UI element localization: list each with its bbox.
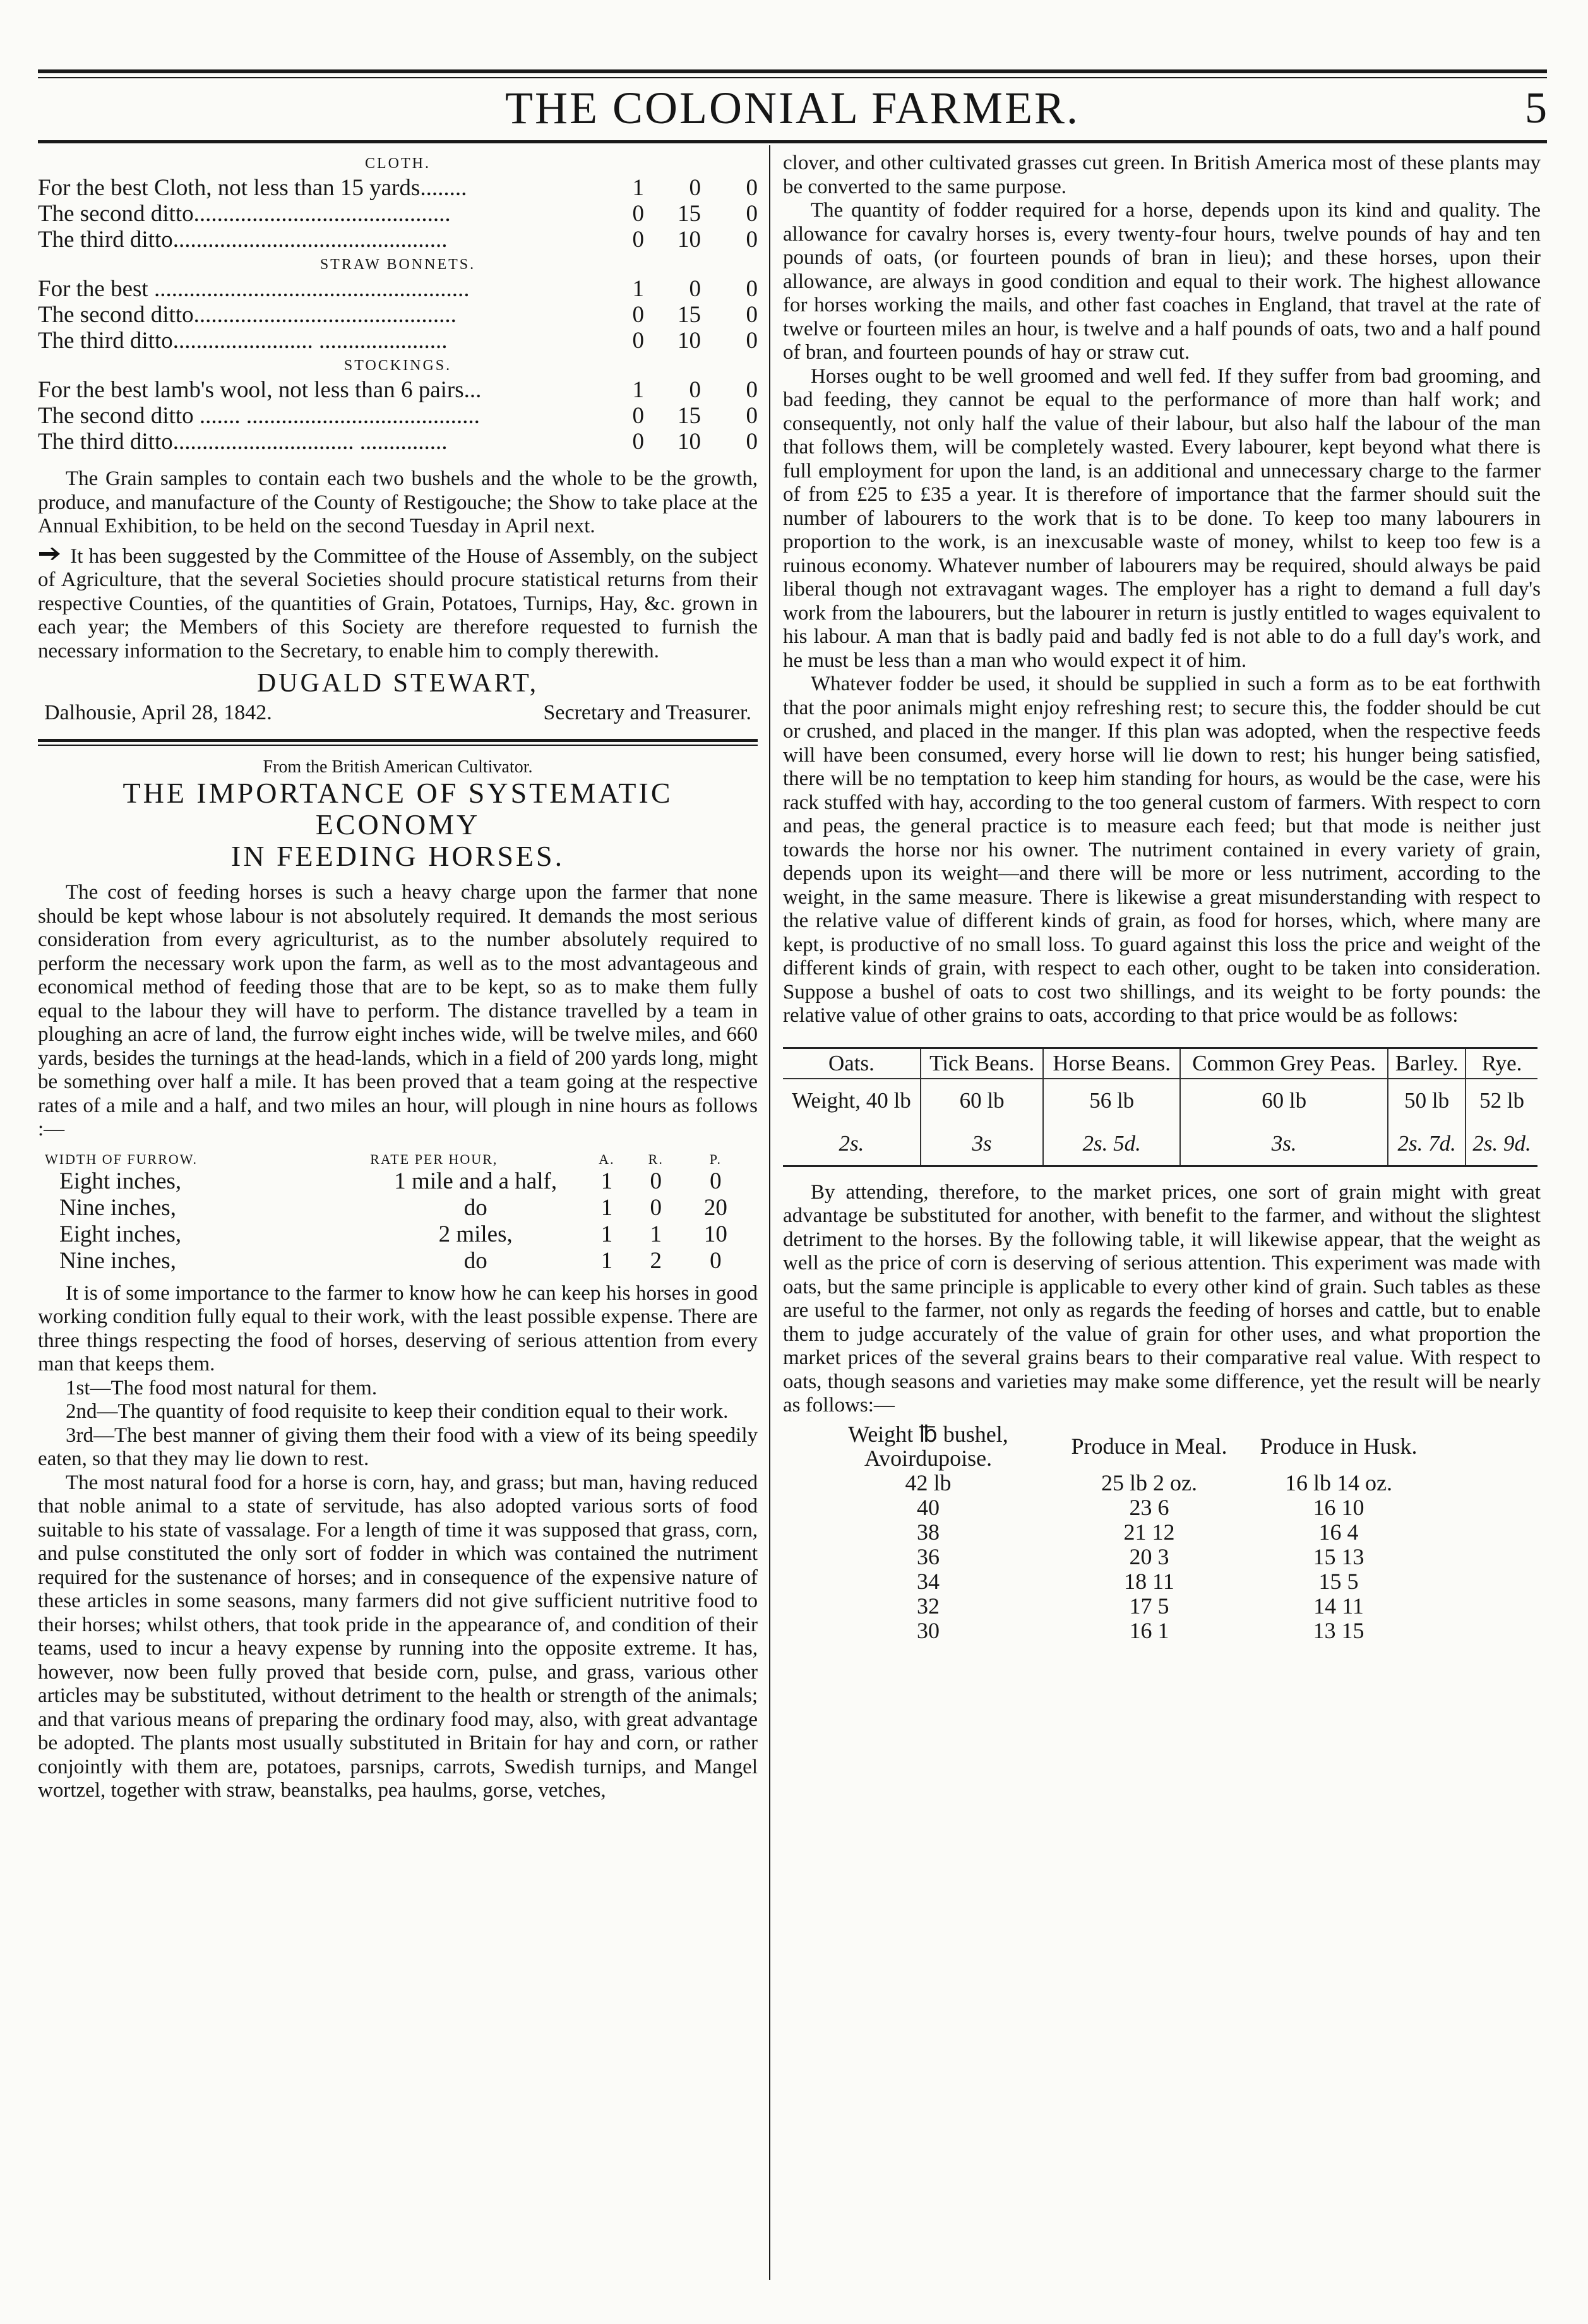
prize-label: The third ditto............................... ...............	[38, 429, 448, 455]
pence: 0	[746, 175, 758, 201]
pounds: 0	[632, 302, 644, 328]
stockings-heading: STOCKINGS.	[343, 357, 452, 374]
article-paragraph: The cost of feeding horses is such a heavy charge upon the farmer that none should be kept whose labour is not absolutely required. It demands the most serious consideration from every agriculturist, as to the number absolutely required to perform the necessary work upon the farm, as well as to the most advantageous and economical method of feeding those that are to be kept, so as to make them fully equal to the labour they will have to perform. The distance travelled by a team in ploughing an acre of land, the furrow eight inches wide, will be twelve miles, and 660 yards, besides the turnings at the head-lands, which in a field of 200 yards long, might be something over half a mile. It has been proved that a team going at the respective rates of a mile and a half, and two miles an hour, will plough in nine hours as follows :—	[38, 881, 758, 1141]
table-row	[802, 1520, 1433, 1545]
article-paragraph: It is of some importance to the farmer to know how he can keep his horses in good working condition fully equal to their work, with the least possible expense. There are three things respecting the food of horses, deserving of serious attention from every man that keeps them.	[38, 1281, 758, 1375]
prize-label: For the best lamb's wool, not less than 6 pairs...	[38, 377, 482, 403]
section-rule-thin	[38, 745, 758, 746]
table-cell: do	[463, 1247, 487, 1274]
cloth-heading: CLOTH.	[365, 155, 431, 172]
oat-yield-table	[802, 1422, 1433, 1643]
column-header: A.	[599, 1151, 615, 1167]
table-cell: 2	[650, 1247, 662, 1274]
table-row	[783, 1079, 1537, 1122]
pence: 0	[746, 201, 758, 227]
article-paragraph: The most natural food for a horse is corn, hay, and grass; but man, having reduced that noble animal to a state of servitude, has also adopted various sorts of food suitable to his state of vassalage. For a length of time it was supposed that grass, corn, and pulse constituted the only sort of fodder in which was contained the nutriment required for the sustenance of horses; and in consequence of the expensive nature of these articles in some seasons, many farmers did not give sufficient nutritive food to their horses; whilst others, that took pride in the appearance of, and condition of their teams, used to incur a heavy expense by running into the opposite extreme. It has, however, now been fully proved that beside corn, pulse, and grass, various other articles may be substituted, without detriment to the health or strength of the animals; and that various means of preparing the ordinary food may, also, with great advantage be adopted. The plants most usually substituted in Britain for hay and corn, or rather conjointly with them are, potatoes, parsnips, carrots, Swedish turnips, and Mangel wortzel, together with straw, beanstalks, pea haulms, gorse, vetches,	[38, 1471, 758, 1802]
table-cell: 15 5	[1318, 1568, 1359, 1594]
table-cell: do	[463, 1194, 487, 1221]
table-cell: 1	[600, 1168, 613, 1194]
table-header-row	[44, 1151, 751, 1168]
table-cell: 2 miles,	[438, 1221, 513, 1247]
table-row	[44, 1168, 751, 1195]
pence: 0	[746, 328, 758, 354]
prize-row	[38, 328, 758, 354]
prize-row	[38, 227, 758, 253]
column-header: Weight ℔ bushel, Avoirdupoise.	[848, 1421, 1008, 1471]
prize-label: The third ditto........................ ......................	[38, 328, 448, 354]
table-cell: 1	[600, 1194, 613, 1221]
table-cell: Nine inches,	[59, 1247, 176, 1274]
pounds: 0	[632, 328, 644, 354]
table-cell: 2s.	[839, 1130, 864, 1156]
signature-name: DUGALD STEWART,	[256, 669, 539, 698]
shillings: 0	[689, 276, 701, 302]
table-header-row	[783, 1048, 1537, 1079]
prize-label: The third ditto...............................................	[38, 227, 448, 253]
prize-label: For the best ......................................................	[38, 276, 470, 302]
article-headline: THE IMPORTANCE OF SYSTEMATIC ECONOMY	[122, 777, 673, 841]
table-cell: 16 lb 14 oz.	[1285, 1470, 1392, 1495]
pounds: 1	[632, 377, 644, 403]
prize-row	[38, 302, 758, 328]
table-header-row	[802, 1422, 1433, 1471]
pounds: 1	[632, 276, 644, 302]
committee-notice	[38, 545, 758, 664]
header-rule	[38, 140, 1547, 143]
prize-row	[38, 175, 758, 201]
table-cell: 25 lb 2 oz.	[1101, 1470, 1197, 1495]
pounds: 1	[632, 175, 644, 201]
table-cell: 2s. 7d.	[1388, 1122, 1466, 1166]
shillings: 15	[678, 403, 701, 429]
table-cell: 60 lb	[1180, 1079, 1388, 1122]
page-number: 5	[1525, 84, 1547, 133]
table-row	[802, 1495, 1433, 1520]
table-cell: 36	[917, 1543, 940, 1569]
shillings: 0	[689, 175, 701, 201]
left-column	[38, 152, 758, 1803]
table-cell: 13 15	[1313, 1617, 1364, 1643]
pounds: 0	[632, 227, 644, 253]
article-paragraph: Whatever fodder be used, it should be supplied in such a form as to be eat forthwith that the poor animals might enjoy refreshing rest; to secure this, the fodder should be cut or crushed, and placed in the manger. If this plan was adopted, when the respective feeds will have been consumed, every horse will lie down to rest; his hunger being satisfied, there will be no temptation to keep him standing for hours, as would be the case, were his rack stuffed with hay, according to the too general custom of farmers. With respect to corn and peas, the general practice is to measure each feed; but that mode is neither just towards the horse nor his owner. The nutriment contained in every variety of grain, depends upon its weight—and there will be more or less nutriment, according to the weight, in the same measure. There is likewise a great misunderstanding with respect to the relative value of different kinds of grain, as food for horses, which, where many are kept, is productive of no small loss. To guard against this loss the price and weight of the different kinds of grain, with respect to each other, ought to be taken into consideration. Suppose a bushel of oats to cost two shillings, and its weight to be forty pounds: the relative value of other grains to oats, according to that price would be as follows:	[783, 673, 1541, 1027]
table-cell: 32	[917, 1593, 940, 1619]
prize-row	[38, 201, 758, 227]
pointing-hand-icon	[38, 545, 64, 569]
list-item: 3rd—The best manner of giving them their food with a view of its being speedily eaten, so that they may lie down to rest.	[38, 1423, 758, 1470]
prize-row	[38, 403, 758, 429]
pounds: 0	[632, 429, 644, 455]
running-head	[38, 75, 1547, 144]
column-header: Barley.	[1388, 1048, 1466, 1079]
prize-row	[38, 377, 758, 403]
committee-notice-text: It has been suggested by the Committee of the House of Assembly, on the subject of Agriculture, that the several Societies should procure statistical returns from their respective Counties, of the quantities of Grain, Potatoes, Turnips, Hay, &c. grown in each year; the Members of this Society are therefore requested to furnish the necessary information to the Secretary, to enable him to comply therewith.	[38, 544, 758, 662]
shillings: 15	[678, 201, 701, 227]
column-header: Common Grey Peas.	[1180, 1048, 1388, 1079]
column-header: Horse Beans.	[1043, 1048, 1180, 1079]
shillings: 10	[678, 429, 701, 455]
section-rule	[38, 739, 758, 742]
table-cell: 52 lb	[1466, 1079, 1537, 1122]
table-cell: 14 11	[1313, 1593, 1364, 1619]
grain-value-table	[783, 1047, 1537, 1167]
column-header: Tick Beans.	[921, 1048, 1043, 1079]
table-cell: 20	[703, 1194, 727, 1221]
prize-row	[38, 429, 758, 455]
signature-role: Secretary and Treasurer.	[543, 701, 751, 724]
pence: 0	[746, 227, 758, 253]
table-cell: 34	[917, 1568, 940, 1594]
pence: 0	[746, 403, 758, 429]
table-cell: 3s.	[1180, 1122, 1388, 1166]
table-cell: 16 10	[1313, 1494, 1364, 1520]
list-item: 1st—The food most natural for them.	[66, 1376, 378, 1399]
table-row	[802, 1594, 1433, 1619]
column-divider	[769, 145, 770, 2280]
shillings: 15	[678, 302, 701, 328]
prize-label: The second ditto.............................................	[38, 302, 457, 328]
table-cell: 23 6	[1129, 1494, 1169, 1520]
column-header: P.	[709, 1151, 722, 1167]
table-cell: 50 lb	[1388, 1079, 1466, 1122]
pence: 0	[746, 276, 758, 302]
article-paragraph: Horses ought to be well groomed and well fed. If they suffer from bad grooming, and bad feeding, they cannot be equal to the performance of more than half work; and consequently, not only half the value of their labour, but also half the labour of the man that follows them, will be completely wasted. Every labourer, kept beyond what there is full employment for upon the land, is an additional and unnecessary charge to the farmer of from £25 to £35 a year. It is therefore of importance that the farmer should suit the number of labourers to the work that is to be done. To keep too many labourers in proportion to the work, is an inexcusable waste of money, whilst to keep too few is a ruinous economy. Whatever number of labourers may be required, should always be paid liberal though not extravagant wages. The employer has a right to demand a full day's work from the labourers, but the labourer in return is justly entitled to wages equivalent to his labour. A man that is badly paid and badly fed is not able to do a full day's work, and he must be less than a man who would expect it of him.	[783, 364, 1541, 672]
table-cell: 16 4	[1318, 1519, 1359, 1545]
signature-row	[38, 701, 758, 725]
list-item: 2nd—The quantity of food requisite to keep their condition equal to their work.	[66, 1400, 729, 1423]
article-paragraph: By attending, therefore, to the market prices, one sort of grain might with great advantage be substituted for another, with benefit to the farmer, and without the slightest detriment to the horses. By the following table, it will likewise appear, that the weight as well as the price of corn is deserving of serious attention. This experiment was made with oats, but the same principle is applicable to every other kind of grain. Such tables as these are useful to the farmer, not only as regards the feeding of horses and cattle, but to enable them to judge accurately of the value of grain for other uses, and what proportion the market prices of the several grains bears to their comparative real value. With respect to oats, though seasons and varieties may make some difference, yet the result will be nearly as follows:—	[783, 1180, 1541, 1417]
table-cell: 2s. 9d.	[1466, 1122, 1537, 1166]
column-header: Produce in Meal.	[1071, 1433, 1227, 1459]
pence: 0	[746, 429, 758, 455]
column-header: WIDTH OF FURROW.	[45, 1151, 198, 1167]
table-row	[802, 1569, 1433, 1594]
table-cell: 60 lb	[921, 1079, 1043, 1122]
table-cell: 0	[650, 1194, 662, 1221]
article-paragraph: The quantity of fodder required for a horse, depends upon its kind and quality. The allowance for cavalry horses is, every twenty-four hours, twelve pounds of hay and ten pounds of oats, (or fourteen pounds of bran in lieu); and these horses, upon their allowance, are always in good condition and equal to their work. The highest allowance for horses working the mails, and other fast coaches in England, that travel at the rate of twelve or fourteen miles an hour, is twelve and a half pounds of oats, two and a half pound of bran, and fourteen pounds of hay or straw cut.	[783, 199, 1541, 364]
table-cell: 1 mile and a half,	[394, 1168, 558, 1194]
table-cell: 0	[710, 1168, 722, 1194]
column-header: Oats.	[783, 1048, 921, 1079]
article-paragraph: clover, and other cultivated grasses cut green. In British America most of these plants may be converted to the same purpose.	[783, 152, 1541, 198]
table-cell: 20 3	[1129, 1543, 1169, 1569]
table-cell: 18 11	[1124, 1568, 1174, 1594]
table-cell: Eight inches,	[59, 1168, 182, 1194]
column-header: R.	[648, 1151, 664, 1167]
table-cell: 10	[703, 1221, 727, 1247]
table-cell: 1	[600, 1247, 613, 1274]
prize-label: The second ditto ....... ........................................	[38, 403, 480, 429]
prize-row	[38, 276, 758, 302]
prize-label: The second ditto............................................	[38, 201, 451, 227]
grain-samples-notice: The Grain samples to contain each two bushels and the whole to be the growth, produce, and manufacture of the County of Restigouche; the Show to take place at the Annual Exhibition, to be held on the second Tuesday in April next.	[38, 467, 758, 537]
table-cell: 3s	[921, 1122, 1043, 1166]
table-row	[802, 1545, 1433, 1569]
table-cell: 16 1	[1129, 1617, 1169, 1643]
table-cell: 1	[600, 1221, 613, 1247]
right-column	[783, 152, 1541, 1643]
pounds: 0	[632, 403, 644, 429]
table-row	[802, 1619, 1433, 1643]
shillings: 10	[678, 227, 701, 253]
table-cell: Eight inches,	[59, 1221, 182, 1247]
table-cell: 15 13	[1313, 1543, 1364, 1569]
table-cell: 42 lb	[905, 1470, 952, 1495]
table-cell: 0	[650, 1168, 662, 1194]
bonnets-heading: STRAW BONNETS.	[319, 256, 476, 273]
table-cell: 30	[917, 1617, 940, 1643]
table-cell: Weight, 40 lb	[792, 1087, 911, 1113]
column-header: Rye.	[1466, 1048, 1537, 1079]
column-header: RATE PER HOUR,	[370, 1151, 498, 1167]
table-cell: 17 5	[1129, 1593, 1169, 1619]
table-cell: 2s. 5d.	[1043, 1122, 1180, 1166]
table-row	[44, 1248, 751, 1274]
table-cell: 21 12	[1123, 1519, 1175, 1545]
column-header: Produce in Husk.	[1260, 1433, 1418, 1459]
page-title: THE COLONIAL FARMER.	[505, 83, 1080, 133]
shillings: 0	[689, 377, 701, 403]
prize-label: For the best Cloth, not less than 15 yards........	[38, 175, 467, 201]
table-row	[44, 1195, 751, 1221]
table-cell: 38	[917, 1519, 940, 1545]
table-cell: Nine inches,	[59, 1194, 176, 1221]
table-cell: 56 lb	[1043, 1079, 1180, 1122]
table-row	[783, 1122, 1537, 1166]
table-cell: 0	[710, 1247, 722, 1274]
table-row	[802, 1471, 1433, 1495]
table-cell: 1	[650, 1221, 662, 1247]
ploughing-rate-table	[44, 1151, 751, 1274]
pence: 0	[746, 377, 758, 403]
table-cell: 40	[917, 1494, 940, 1520]
shillings: 10	[678, 328, 701, 354]
place-date: Dalhousie, April 28, 1842.	[44, 701, 272, 724]
article-source: From the British American Cultivator.	[263, 757, 533, 777]
pence: 0	[746, 302, 758, 328]
top-rule-thick	[38, 69, 1547, 73]
table-row	[44, 1221, 751, 1248]
article-headline-2: IN FEEDING HORSES.	[230, 840, 565, 872]
pounds: 0	[632, 201, 644, 227]
